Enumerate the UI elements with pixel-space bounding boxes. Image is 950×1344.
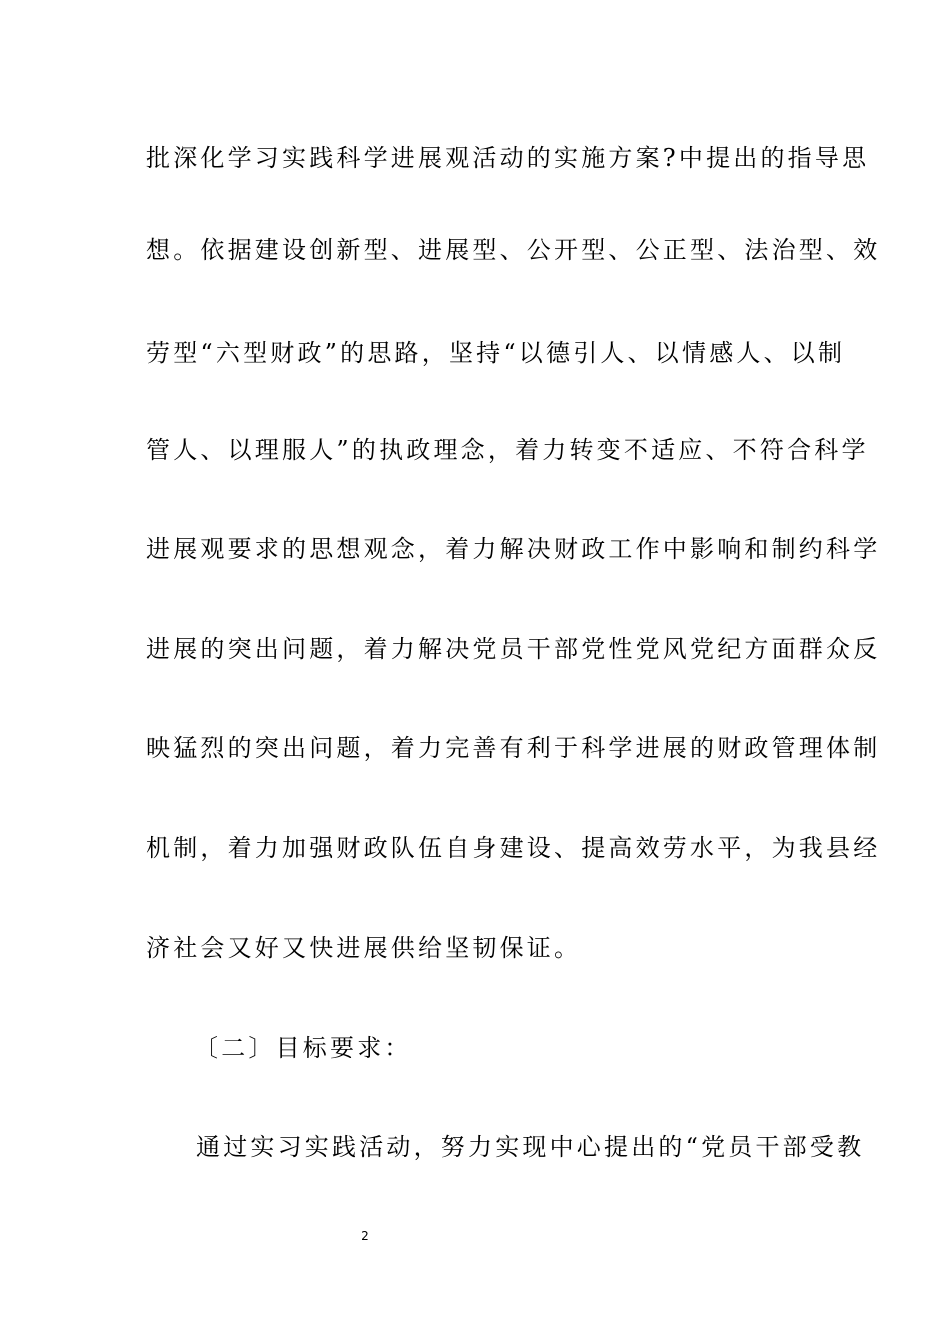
section-heading: 〔二〕目标要求： <box>194 1034 412 1062</box>
body-text-line-4: 管人、以理服人”的执政理念，着力转变不适应、不符合科学 <box>146 436 869 464</box>
body-text-line-7: 映猛烈的突出问题，着力完善有利于科学进展的财政管理体制 <box>146 734 881 762</box>
body-text-line-6: 进展的突出问题，着力解决党员干部党性党风党纪方面群众反 <box>146 635 881 663</box>
body-text-line-3: 劳型“六型财政”的思路，坚持“以德引人、以情感人、以制 <box>146 339 846 367</box>
body-text-line-5: 进展观要求的思想观念，着力解决财政工作中影响和制约科学 <box>146 535 881 563</box>
body-text-line-1: 批深化学习实践科学进展观活动的实施方案?中提出的指导思 <box>146 144 870 172</box>
body-text-line-8: 机制，着力加强财政队伍自身建设、提高效劳水平，为我县经 <box>146 834 881 862</box>
paragraph-first-line: 通过实习实践活动，努力实现中心提出的“党员干部受教 <box>196 1133 865 1161</box>
body-text-line-2: 想。依据建设创新型、进展型、公开型、公正型、法治型、效 <box>146 236 881 264</box>
body-text-line-9: 济社会又好又快进展供给坚韧保证。 <box>146 934 582 962</box>
page-number: 2 <box>361 1229 369 1243</box>
